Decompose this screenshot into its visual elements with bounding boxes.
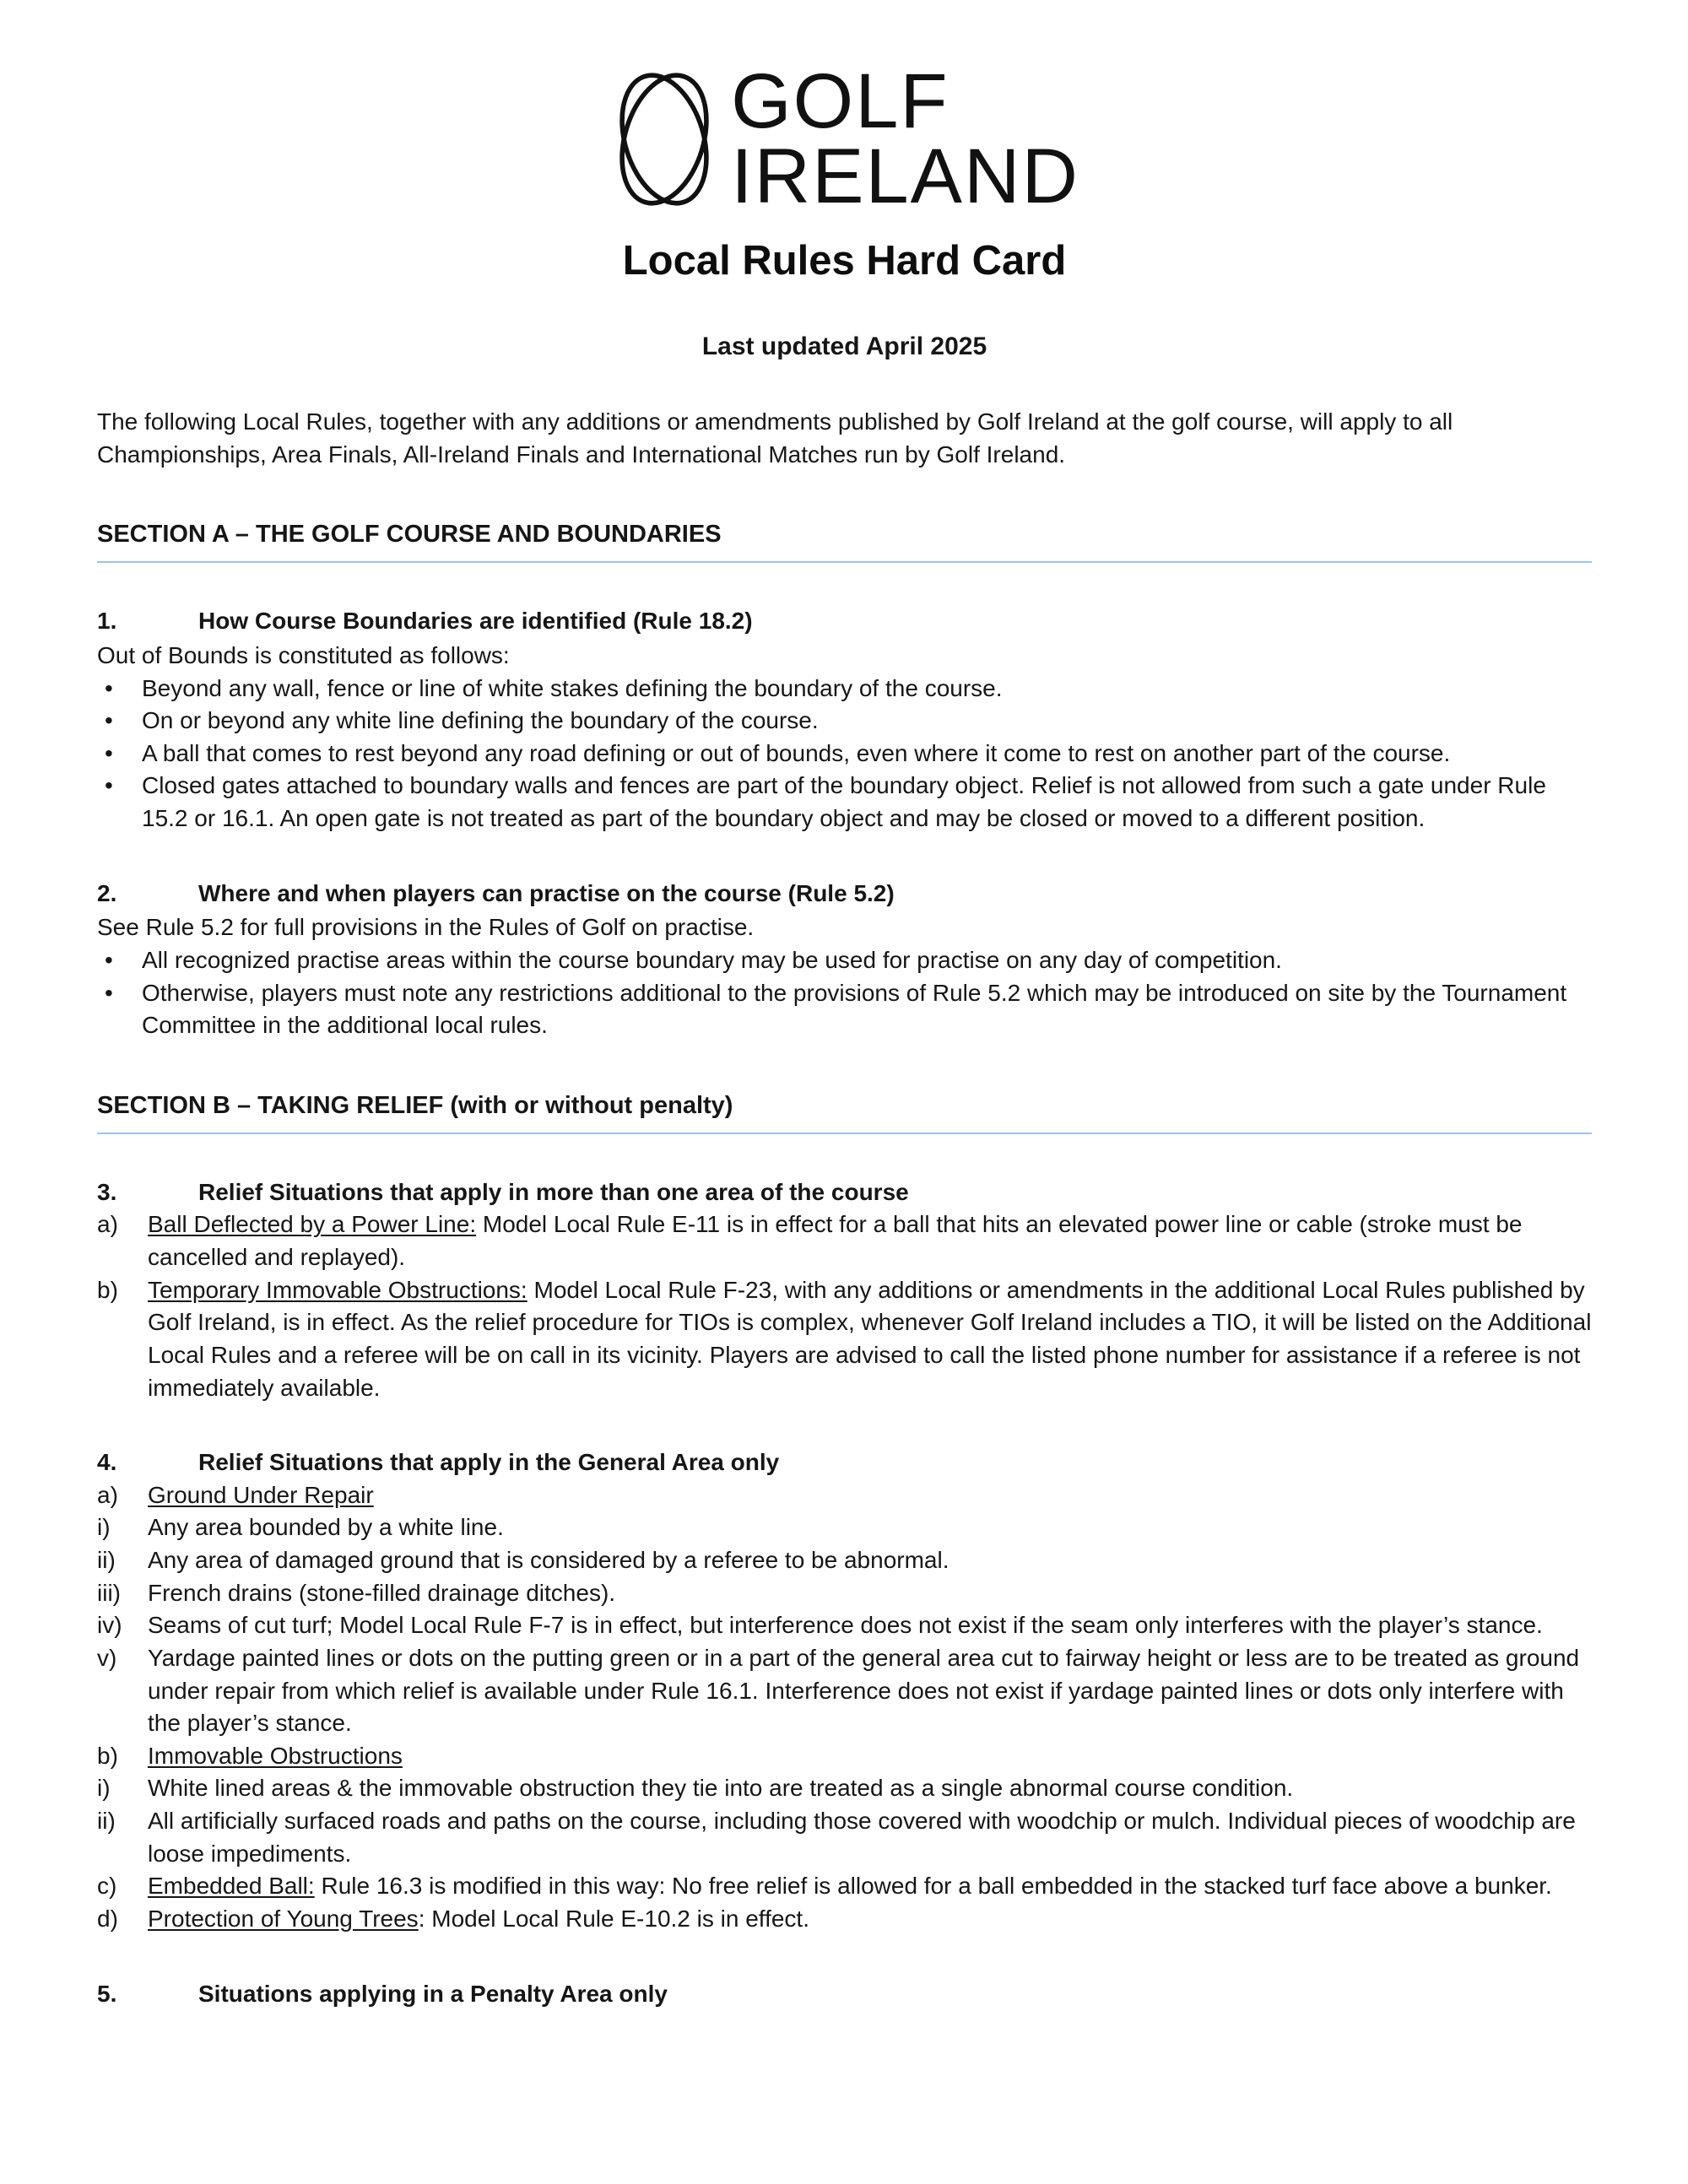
bullet-text: Beyond any wall, fence or line of white stakes defining the boundary of the course. bbox=[142, 674, 1003, 701]
list-item-marker: ii) bbox=[97, 1547, 116, 1574]
bullet-icon: • bbox=[105, 739, 113, 766]
bullet-icon: • bbox=[105, 674, 113, 701]
list-item-text bbox=[148, 1609, 1592, 1642]
bullet-item bbox=[97, 977, 1592, 1042]
list-item-body: : Model Local Rule E-10.2 is in effect. bbox=[418, 1905, 809, 1932]
bullet-item bbox=[97, 705, 1592, 738]
intro-paragraph: The following Local Rules, together with any additions or amendments published by Golf Ireland at the golf course, will apply to all Championships, Area Finals, All-Ireland Finals and International Matches run by Golf Ireland. bbox=[97, 408, 1453, 468]
list-item bbox=[97, 1544, 1592, 1577]
list-item-text bbox=[148, 1577, 1592, 1610]
rule-1-intro: Out of Bounds is constituted as follows: bbox=[97, 641, 510, 668]
list-item-text bbox=[148, 1772, 1592, 1805]
list-item-text bbox=[148, 1903, 1592, 1936]
golf-ireland-logo bbox=[97, 57, 1592, 219]
list-item-marker: d) bbox=[97, 1905, 118, 1932]
list-item bbox=[97, 1805, 1592, 1870]
section-a-heading: SECTION A – THE GOLF COURSE AND BOUNDARIES bbox=[97, 517, 1592, 563]
list-item-text bbox=[148, 1208, 1592, 1273]
bullet-item bbox=[97, 673, 1592, 705]
list-item-lead: Temporary Immovable Obstructions: bbox=[148, 1276, 528, 1303]
list-item-marker: c) bbox=[97, 1873, 117, 1900]
list-item-marker: i) bbox=[97, 1775, 111, 1802]
list-item-marker: b) bbox=[97, 1276, 118, 1303]
rule-number: 1. bbox=[97, 608, 117, 635]
list-item bbox=[97, 1274, 1592, 1405]
list-item-marker: iii) bbox=[97, 1579, 121, 1606]
golf-ball-icon bbox=[609, 61, 719, 218]
rule-number: 2. bbox=[97, 879, 117, 906]
rule-2-intro: See Rule 5.2 for full provisions in the Rules of Golf on practise. bbox=[97, 914, 755, 941]
rule-3 bbox=[97, 1176, 1592, 1404]
rule-1-bullet-list bbox=[97, 673, 1592, 835]
list-item bbox=[97, 1772, 1592, 1805]
list-item-lead: Embedded Ball: bbox=[148, 1873, 315, 1900]
list-item-body: Seams of cut turf; Model Local Rule F-7 is in effect, but interference does not exist if the seam only interferes with the player’s stance. bbox=[148, 1612, 1543, 1639]
bullet-item bbox=[97, 944, 1592, 977]
list-item bbox=[97, 1870, 1592, 1903]
section-b-heading: SECTION B – TAKING RELIEF (with or without penalty) bbox=[97, 1089, 1592, 1134]
list-item-marker: iv) bbox=[97, 1612, 122, 1639]
bullet-text: Closed gates attached to boundary walls and fences are part of the boundary object. Relief is not allowed from such a gate under Rule 15.2 or 16.1. An open gate is not treated as part of the boundary object and may be closed or moved to a different position. bbox=[142, 772, 1546, 832]
rule-4-heading bbox=[97, 1446, 1592, 1479]
list-item bbox=[97, 1642, 1592, 1740]
rule-2-heading bbox=[97, 878, 1592, 911]
rule-1 bbox=[97, 605, 1592, 835]
logo-line-2: IRELAND bbox=[731, 133, 1079, 219]
bullet-icon: • bbox=[105, 979, 113, 1006]
bullet-item bbox=[97, 738, 1592, 770]
list-item-text bbox=[148, 1870, 1592, 1903]
list-item bbox=[97, 1479, 1592, 1512]
logo-line-1: GOLF bbox=[731, 57, 950, 144]
rule-title: Relief Situations that apply in the General Area only bbox=[198, 1449, 780, 1476]
list-item-body: White lined areas & the immovable obstruction they tie into are treated as a single abnormal course condition. bbox=[148, 1775, 1294, 1802]
list-item-body: Model Local Rule F-23, with any additions or amendments in the additional Local Rules published by Golf Ireland, is in effect. As the relief procedure for TIOs is complex, whenever Golf Ireland includes a TIO, it will be listed on the Additional Local Rules and a referee will be on call in its vicinity. Players are advised to call the listed phone number for assistance if a referee is not immediately available. bbox=[148, 1276, 1592, 1401]
list-item-marker: v) bbox=[97, 1644, 117, 1671]
list-item bbox=[97, 1740, 1592, 1773]
rule-number: 3. bbox=[97, 1178, 117, 1205]
list-item-text bbox=[148, 1274, 1592, 1405]
list-item bbox=[97, 1577, 1592, 1610]
list-item bbox=[97, 1208, 1592, 1273]
list-item-body: French drains (stone-filled drainage ditches). bbox=[148, 1579, 616, 1606]
bullet-icon: • bbox=[105, 707, 113, 734]
list-item-body: Yardage painted lines or dots on the putting green or in a part of the general area cut to fairway height or less are to be treated as ground under repair from which relief is available under Rule 16.1. Interference does not exist if yardage painted lines or dots only interfere with the player’s stance. bbox=[148, 1644, 1580, 1737]
rule-3-heading bbox=[97, 1176, 1592, 1209]
rule-title: How Course Boundaries are identified (Rule 18.2) bbox=[198, 608, 753, 635]
rule-title: Where and when players can practise on the course (Rule 5.2) bbox=[198, 879, 895, 906]
list-item-body: Any area bounded by a white line. bbox=[148, 1514, 504, 1541]
bullet-item bbox=[97, 770, 1592, 835]
bullet-icon: • bbox=[105, 946, 113, 973]
rule-4 bbox=[97, 1446, 1592, 1935]
rule-5 bbox=[97, 1978, 1592, 2011]
rule-title: Situations applying in a Penalty Area only bbox=[198, 1980, 668, 2007]
rule-2 bbox=[97, 878, 1592, 1042]
bullet-text: All recognized practise areas within the course boundary may be used for practise on any day of competition. bbox=[142, 946, 1282, 973]
rule-title: Relief Situations that apply in more than one area of the course bbox=[198, 1178, 909, 1205]
list-item-marker: a) bbox=[97, 1211, 118, 1238]
last-updated-text: Last updated April 2025 bbox=[701, 332, 987, 360]
list-item-text bbox=[148, 1642, 1592, 1740]
list-item-text bbox=[148, 1479, 1592, 1512]
list-item bbox=[97, 1609, 1592, 1642]
logo-wordmark bbox=[731, 57, 1079, 219]
list-item-lead: Protection of Young Trees bbox=[148, 1905, 419, 1932]
list-item-marker: b) bbox=[97, 1742, 118, 1769]
list-item-marker: a) bbox=[97, 1481, 118, 1508]
list-item-body: Any area of damaged ground that is considered by a referee to be abnormal. bbox=[148, 1547, 950, 1574]
bullet-icon: • bbox=[105, 772, 113, 799]
list-item-body: Model Local Rule E-11 is in effect for a ball that hits an elevated power line or cable (stroke must be cancelled and replayed). bbox=[148, 1211, 1523, 1271]
rule-2-bullet-list bbox=[97, 944, 1592, 1042]
bullet-text: On or beyond any white line defining the boundary of the course. bbox=[142, 707, 819, 734]
list-item-text bbox=[148, 1511, 1592, 1544]
bullet-text: Otherwise, players must note any restrictions additional to the provisions of Rule 5.2 which may be introduced on site by the Tournament Committee in the additional local rules. bbox=[142, 979, 1567, 1039]
document-title: Local Rules Hard Card bbox=[622, 238, 1067, 284]
list-item-body: All artificially surfaced roads and paths on the course, including those covered with woodchip or mulch. Individual pieces of woodchip are loose impediments. bbox=[148, 1808, 1576, 1867]
list-item-body: Rule 16.3 is modified in this way: No free relief is allowed for a ball embedded in the stacked turf face above a bunker. bbox=[314, 1873, 1552, 1900]
rule-1-heading bbox=[97, 605, 1592, 638]
list-item-lead: Ground Under Repair bbox=[148, 1481, 374, 1508]
list-item-marker: i) bbox=[97, 1514, 111, 1541]
list-item-text bbox=[148, 1740, 1592, 1773]
rule-number: 4. bbox=[97, 1449, 117, 1476]
list-item bbox=[97, 1511, 1592, 1544]
list-item bbox=[97, 1903, 1592, 1936]
list-item-text bbox=[148, 1544, 1592, 1577]
bullet-text: A ball that comes to rest beyond any road defining or out of bounds, even where it come to rest on another part of the course. bbox=[142, 739, 1451, 766]
list-item-marker: ii) bbox=[97, 1808, 116, 1835]
list-item-lead: Ball Deflected by a Power Line: bbox=[148, 1211, 477, 1238]
rule-number: 5. bbox=[97, 1980, 117, 2007]
rule-5-heading bbox=[97, 1978, 1592, 2011]
list-item-text bbox=[148, 1805, 1592, 1870]
list-item-lead: Immovable Obstructions bbox=[148, 1742, 403, 1769]
